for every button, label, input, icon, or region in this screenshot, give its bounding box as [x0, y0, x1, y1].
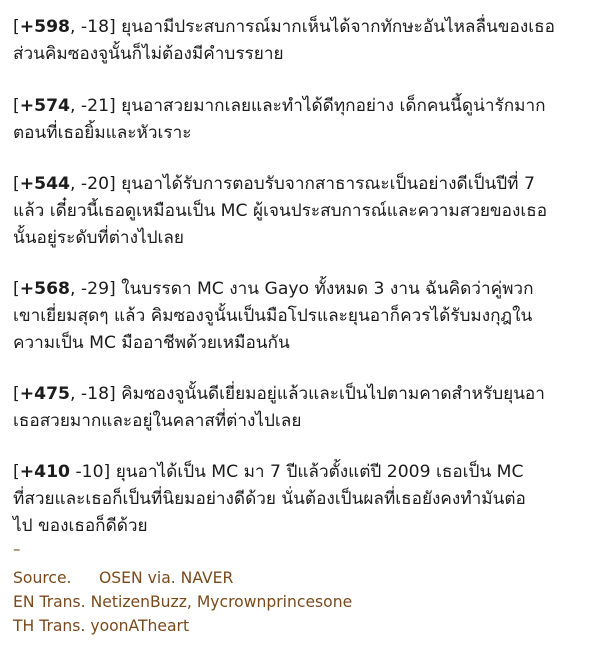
downvote-count: -10] — [70, 462, 111, 482]
downvote-count: , -29] — [70, 279, 116, 299]
vote-count: [+598, -18] — [13, 17, 116, 37]
upvote-count: +598 — [19, 17, 70, 37]
vote-count: [+568, -29] — [13, 279, 116, 299]
downvote-count: , -18] — [70, 384, 116, 404]
comment — [13, 459, 592, 540]
comment-text-line: แล้ว เดี๋ยวนี้เธอดูเหมือนเป็น MC ผู้เจนประสบการณ์และความสวยของเธอ — [13, 201, 548, 221]
comment — [13, 14, 592, 68]
downvote-count: , -21] — [70, 96, 116, 116]
th-translation-label: TH Trans. — [13, 617, 86, 635]
comment-text-line: ตอนที่เธอยิ้มและหัวเราะ — [13, 123, 192, 143]
upvote-count: +568 — [19, 279, 70, 299]
comment-text-line: ยุนอาได้เป็น MC มา 7 ปีแล้วตั้งแต่ปี 2009 เธอเป็น MC — [110, 462, 524, 482]
comment-text-line: ความเป็น MC มืออาชีพด้วยเหมือนกัน — [13, 333, 290, 353]
en-translation-label: EN Trans. — [13, 593, 86, 611]
upvote-count: +475 — [19, 384, 70, 404]
upvote-count: +574 — [19, 96, 70, 116]
downvote-count: , -20] — [70, 174, 116, 194]
source-value: OSEN via. NAVER — [99, 569, 234, 587]
en-translation-value: NetizenBuzz, Mycrownprincesone — [90, 593, 353, 611]
vote-count: [+410 -10] — [13, 462, 111, 482]
upvote-count: +410 — [19, 462, 70, 482]
comment-text-line: ที่สวยและเธอก็เป็นที่นิยมอย่างดีด้วย นั่นต้องเป็นผลที่เธอยังคงทำมันต่อ — [13, 489, 526, 509]
th-translation-value: yoonATheart — [90, 617, 190, 635]
en-translation-credit — [13, 590, 592, 614]
upvote-count: +544 — [19, 174, 70, 194]
comment-text-line: ยุนอาสวยมากเลยและทำได้ดีทุกอย่าง เด็กคนนี้ดูน่ารักมาก — [115, 96, 546, 116]
source-label: Source. — [13, 569, 72, 587]
comment-text-line: ในบรรดา MC งาน Gayo ทั้งหมด 3 งาน ฉันคิดว่าคู่พวก — [115, 279, 534, 299]
comment-text-line: เธอสวยมากและอยู่ในคลาสที่ต่างไปเลย — [13, 411, 302, 431]
source-credit — [13, 566, 592, 590]
comment-text-line: นั้นอยู่ระดับที่ต่างไปเลย — [13, 228, 184, 248]
comment-text-line: ยุนอามีประสบการณ์มากเห็นได้จากทักษะอันไหลลื่นของเธอ — [115, 17, 555, 37]
credits — [13, 566, 592, 638]
divider-dash: – — [13, 540, 21, 558]
comment-text-line: ไป ของเธอก็ดีด้วย — [13, 516, 148, 536]
comment-text-line: เขาเยี่ยมสุดๆ แล้ว คิมซองจูนั้นเป็นมือโปรและยุนอาก็ควรได้รับมงกุฎใน — [13, 306, 533, 326]
downvote-count: , -18] — [70, 17, 116, 37]
vote-count: [+475, -18] — [13, 384, 116, 404]
vote-count: [+544, -20] — [13, 174, 116, 194]
comment — [13, 276, 592, 357]
comment — [13, 93, 592, 147]
comment — [13, 171, 592, 252]
th-translation-credit — [13, 614, 592, 638]
comment-text-line: ส่วนคิมซองจูนั้นก็ไม่ต้องมีคำบรรยาย — [13, 44, 284, 64]
comment-text-line: คิมซองจูนั้นดีเยี่ยมอยู่แล้วและเป็นไปตามคาดสำหรับยุนอา — [115, 384, 545, 404]
comment — [13, 381, 592, 435]
comment-text-line: ยุนอาได้รับการตอบรับจากสาธารณะเป็นอย่างดีเป็นปีที่ 7 — [115, 174, 535, 194]
vote-count: [+574, -21] — [13, 96, 116, 116]
